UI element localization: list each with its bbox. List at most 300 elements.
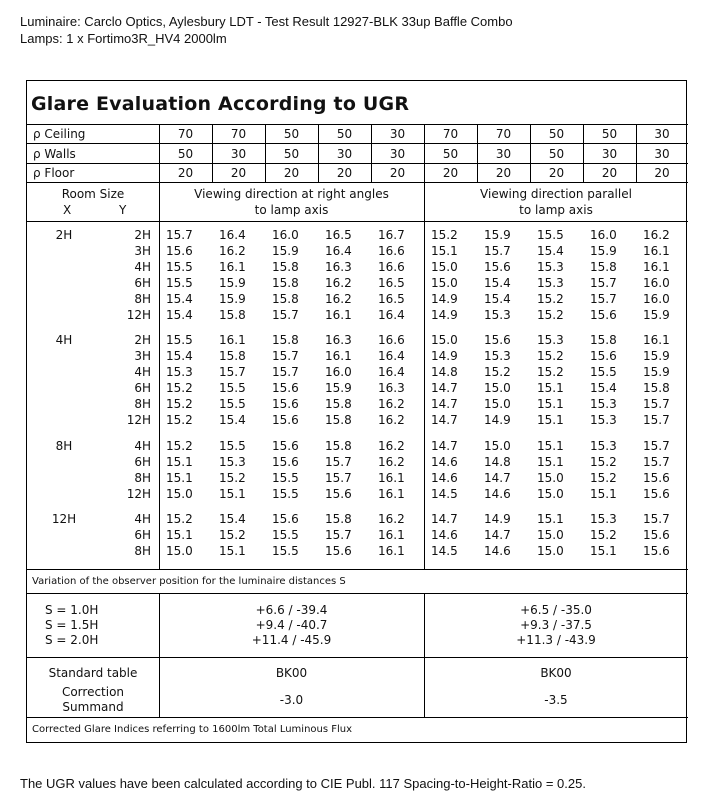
ugr-value: 16.1 bbox=[325, 307, 352, 322]
variation-s-value: S = 1.5H bbox=[45, 618, 99, 632]
ugr-value: 15.6 bbox=[643, 486, 670, 501]
ugr-value: 15.8 bbox=[325, 438, 352, 453]
ugr-value: 15.2 bbox=[219, 470, 246, 485]
room-size-x-label: X bbox=[63, 203, 72, 217]
reflectance-value: 20 bbox=[336, 166, 353, 180]
ugr-value: 15.9 bbox=[643, 365, 670, 380]
table-title: Glare Evaluation According to UGR bbox=[31, 93, 410, 115]
ugr-value: 15.3 bbox=[590, 512, 617, 527]
ugr-value: 15.3 bbox=[484, 349, 511, 364]
ugr-value: 15.1 bbox=[166, 528, 193, 543]
ugr-value: 15.6 bbox=[272, 412, 299, 427]
ugr-value: 15.8 bbox=[325, 397, 352, 411]
ugr-value: 15.1 bbox=[537, 381, 564, 396]
ugr-value: 14.7 bbox=[484, 528, 511, 543]
ugr-value: 15.6 bbox=[590, 349, 617, 364]
reflectance-label: ρ Ceiling bbox=[33, 127, 86, 141]
reflectance-value: 70 bbox=[442, 127, 459, 141]
standard-table-parallel: BK00 bbox=[540, 666, 572, 680]
room-y-value: 8H bbox=[134, 470, 151, 485]
ugr-value: 16.0 bbox=[590, 228, 617, 242]
ugr-value: 15.6 bbox=[484, 333, 511, 348]
ugr-value: 15.4 bbox=[219, 412, 246, 427]
title-rule bbox=[27, 124, 688, 125]
ugr-value: 16.3 bbox=[325, 333, 352, 348]
reflectance-value: 50 bbox=[548, 147, 565, 161]
ugr-value: 15.4 bbox=[590, 381, 617, 396]
ugr-value: 15.0 bbox=[484, 381, 511, 396]
ugr-value: 15.4 bbox=[219, 512, 246, 527]
standard-table-label: Standard table bbox=[48, 666, 138, 680]
ugr-value: 15.4 bbox=[484, 275, 511, 290]
ugr-value: 16.1 bbox=[643, 259, 670, 274]
ugr-value: 14.8 bbox=[484, 454, 511, 469]
variation-parallel-value: +6.5 / -35.0 bbox=[520, 603, 592, 617]
correction-label: Summand bbox=[62, 700, 124, 714]
ugr-value: 15.2 bbox=[537, 307, 564, 322]
view-right-label: to lamp axis bbox=[254, 203, 329, 217]
ugr-value: 15.7 bbox=[325, 454, 352, 469]
ugr-value: 15.1 bbox=[537, 397, 564, 411]
reflectance-label: ρ Walls bbox=[33, 147, 76, 161]
correction-right: -3.0 bbox=[279, 693, 304, 707]
reflectance-value: 30 bbox=[601, 147, 618, 161]
ugr-value: 16.4 bbox=[378, 349, 405, 364]
ugr-value: 15.8 bbox=[643, 381, 670, 396]
variation-right-value: +6.6 / -39.4 bbox=[255, 603, 328, 617]
ugr-value: 15.3 bbox=[537, 275, 564, 290]
ugr-value: 15.2 bbox=[166, 397, 193, 411]
ugr-value: 15.3 bbox=[537, 259, 564, 274]
ugr-value: 15.1 bbox=[590, 486, 617, 501]
ugr-value: 14.5 bbox=[431, 544, 458, 559]
ugr-value: 15.0 bbox=[537, 486, 564, 501]
view-parallel-label: to lamp axis bbox=[519, 203, 593, 217]
ugr-value: 16.3 bbox=[378, 381, 405, 396]
room-y-value: 3H bbox=[134, 243, 151, 258]
ugr-value: 15.8 bbox=[272, 275, 299, 290]
ugr-value: 15.0 bbox=[537, 544, 564, 559]
ugr-value: 15.6 bbox=[590, 307, 617, 322]
ugr-value: 15.3 bbox=[590, 438, 617, 453]
ugr-value: 14.9 bbox=[431, 307, 458, 322]
ugr-value: 15.6 bbox=[643, 544, 670, 559]
column-rule bbox=[424, 124, 425, 183]
ugr-value: 15.6 bbox=[325, 486, 352, 501]
ugr-value: 15.5 bbox=[219, 381, 246, 396]
ugr-value: 15.0 bbox=[484, 397, 511, 411]
ugr-value: 16.2 bbox=[378, 412, 405, 427]
ugr-value: 15.5 bbox=[166, 259, 193, 274]
ugr-value: 15.7 bbox=[272, 365, 299, 380]
reflectance-value: 30 bbox=[495, 147, 512, 161]
ugr-value: 15.0 bbox=[431, 259, 458, 274]
ugr-value: 15.8 bbox=[272, 259, 299, 274]
room-y-value: 4H bbox=[134, 259, 151, 274]
room-y-value: 12H bbox=[126, 486, 151, 501]
reflectance-value: 20 bbox=[177, 166, 194, 180]
ugr-value: 16.6 bbox=[378, 259, 405, 274]
ugr-value: 15.5 bbox=[219, 438, 246, 453]
ugr-value: 16.2 bbox=[325, 275, 352, 290]
ugr-value: 16.1 bbox=[325, 349, 352, 364]
reflectance-value: 20 bbox=[283, 166, 300, 180]
ugr-value: 15.1 bbox=[219, 486, 246, 501]
ugr-value: 16.5 bbox=[378, 275, 405, 290]
room-y-value: 4H bbox=[134, 365, 151, 380]
view-right-label: Viewing direction at right angles bbox=[194, 187, 389, 201]
ugr-value: 15.2 bbox=[166, 512, 193, 527]
column-rule bbox=[212, 124, 213, 183]
room-y-value: 6H bbox=[134, 528, 151, 543]
luminaire-header bbox=[20, 13, 513, 47]
reflectance-value: 50 bbox=[283, 147, 300, 161]
ugr-value: 15.9 bbox=[590, 243, 617, 258]
ugr-value: 16.5 bbox=[325, 228, 352, 242]
ugr-value: 16.2 bbox=[378, 397, 405, 411]
ugr-value: 14.8 bbox=[431, 365, 458, 380]
reflectance-value: 50 bbox=[548, 127, 565, 141]
ugr-value: 15.1 bbox=[166, 470, 193, 485]
ugr-value: 16.4 bbox=[378, 307, 405, 322]
ugr-value: 14.7 bbox=[431, 512, 458, 527]
correction-label: Correction bbox=[61, 685, 125, 699]
mid-divider bbox=[424, 593, 425, 717]
lamps-line: Lamps: 1 x Fortimo3R_HV4 2000lm bbox=[20, 31, 227, 46]
ugr-value: 16.6 bbox=[378, 333, 405, 348]
ugr-value: 15.7 bbox=[166, 228, 193, 242]
room-y-value: 6H bbox=[134, 275, 151, 290]
ugr-value: 15.6 bbox=[166, 243, 193, 258]
ugr-value: 15.2 bbox=[590, 528, 617, 543]
reflectance-value: 30 bbox=[654, 147, 670, 161]
room-y-value: 4H bbox=[134, 438, 151, 453]
ugr-value: 15.9 bbox=[643, 349, 670, 364]
ugr-value: 15.8 bbox=[325, 412, 352, 427]
ugr-value: 15.2 bbox=[537, 365, 564, 380]
ugr-value: 15.4 bbox=[166, 291, 193, 306]
correction-parallel: -3.5 bbox=[544, 693, 568, 707]
column-rule bbox=[159, 124, 160, 183]
ugr-value: 16.4 bbox=[378, 365, 405, 380]
room-size-label: Room Size bbox=[61, 187, 125, 201]
mid-divider bbox=[424, 183, 425, 569]
ugr-value: 16.5 bbox=[378, 291, 405, 306]
room-x-value: 2H bbox=[55, 228, 73, 242]
ugr-value: 15.1 bbox=[219, 544, 246, 559]
ugr-value: 14.9 bbox=[431, 349, 458, 364]
reflectance-value: 30 bbox=[389, 127, 406, 141]
column-rule bbox=[530, 124, 531, 183]
ugr-value: 15.6 bbox=[272, 438, 299, 453]
ugr-value: 14.7 bbox=[431, 438, 458, 453]
ugr-value: 15.3 bbox=[219, 454, 246, 469]
ugr-value: 15.6 bbox=[272, 381, 299, 396]
ugr-value: 16.0 bbox=[325, 365, 352, 380]
ugr-value: 15.7 bbox=[643, 397, 670, 411]
reflectance-value: 30 bbox=[389, 147, 406, 161]
room-y-value: 6H bbox=[134, 454, 151, 469]
ugr-value: 16.4 bbox=[219, 228, 246, 242]
reflectance-value: 30 bbox=[336, 147, 353, 161]
ugr-value: 15.6 bbox=[643, 470, 670, 485]
variation-label: Variation of the observer position for the luminaire distances S bbox=[32, 576, 346, 587]
room-y-value: 12H bbox=[126, 307, 151, 322]
room-y-value: 12H bbox=[126, 412, 151, 427]
ugr-value: 15.0 bbox=[537, 470, 564, 485]
reflectance-value: 30 bbox=[230, 147, 247, 161]
ugr-value: 16.3 bbox=[325, 259, 352, 274]
reflectance-value: 50 bbox=[177, 147, 194, 161]
row-rule bbox=[27, 143, 688, 144]
ugr-value: 15.2 bbox=[590, 470, 617, 485]
ugr-value: 15.7 bbox=[219, 365, 246, 380]
column-rule bbox=[583, 124, 584, 183]
room-size-y-label: Y bbox=[119, 203, 127, 217]
reflectance-value: 70 bbox=[230, 127, 247, 141]
note-rule bbox=[27, 717, 688, 718]
ugr-value: 16.1 bbox=[378, 528, 405, 543]
room-y-value: 2H bbox=[134, 333, 151, 348]
ugr-value: 14.9 bbox=[484, 412, 511, 427]
ugr-value: 15.6 bbox=[484, 259, 511, 274]
ugr-value: 15.6 bbox=[272, 397, 299, 411]
ugr-value: 15.7 bbox=[590, 275, 617, 290]
ugr-value: 14.7 bbox=[431, 381, 458, 396]
ugr-value: 15.4 bbox=[166, 307, 193, 322]
ugr-value: 15.0 bbox=[166, 486, 193, 501]
ugr-value: 15.0 bbox=[484, 438, 511, 453]
ugr-value: 14.7 bbox=[484, 470, 511, 485]
ugr-value: 15.9 bbox=[643, 307, 670, 322]
variation-s-value: S = 1.0H bbox=[45, 603, 99, 617]
ugr-value: 15.2 bbox=[166, 381, 193, 396]
ugr-value: 15.9 bbox=[219, 291, 246, 306]
ugr-value: 15.5 bbox=[272, 486, 299, 501]
ugr-value: 16.0 bbox=[643, 275, 670, 290]
ugr-value: 16.1 bbox=[643, 243, 670, 258]
ugr-value: 15.4 bbox=[166, 349, 193, 364]
reflectance-value: 50 bbox=[442, 147, 459, 161]
ugr-value: 16.2 bbox=[643, 228, 670, 242]
ugr-value: 16.1 bbox=[378, 544, 405, 559]
ugr-value: 15.8 bbox=[590, 333, 617, 348]
ugr-value: 14.6 bbox=[431, 528, 458, 543]
column-rule bbox=[265, 124, 266, 183]
ugr-value: 15.9 bbox=[484, 228, 511, 242]
ugr-value: 16.6 bbox=[378, 243, 405, 258]
ugr-value: 15.8 bbox=[272, 333, 299, 348]
ugr-value: 14.7 bbox=[431, 397, 458, 411]
ugr-value: 15.6 bbox=[643, 528, 670, 543]
reflectance-value: 20 bbox=[495, 166, 512, 180]
variation-rule-top bbox=[27, 569, 688, 570]
ugr-value: 15.1 bbox=[537, 412, 564, 427]
reflectance-value: 30 bbox=[654, 127, 670, 141]
ugr-value: 14.7 bbox=[431, 412, 458, 427]
view-parallel-label: Viewing direction parallel bbox=[480, 187, 632, 201]
ugr-value: 15.8 bbox=[325, 512, 352, 527]
ugr-value: 15.0 bbox=[537, 528, 564, 543]
reflectance-value: 20 bbox=[548, 166, 565, 180]
reflectance-value: 70 bbox=[177, 127, 194, 141]
variation-s-value: S = 2.0H bbox=[45, 633, 99, 647]
ugr-value: 16.0 bbox=[643, 291, 670, 306]
ugr-value: 15.8 bbox=[219, 307, 246, 322]
room-x-value: 8H bbox=[55, 438, 73, 453]
reflectance-value: 50 bbox=[283, 127, 300, 141]
ugr-value: 15.8 bbox=[219, 349, 246, 364]
ugr-value: 15.3 bbox=[484, 307, 511, 322]
ugr-value: 15.6 bbox=[272, 512, 299, 527]
ugr-value: 15.7 bbox=[643, 454, 670, 469]
ugr-value: 16.1 bbox=[219, 259, 246, 274]
ugr-value: 15.5 bbox=[590, 365, 617, 380]
ugr-value: 14.6 bbox=[431, 454, 458, 469]
ugr-value: 15.8 bbox=[590, 259, 617, 274]
ugr-value: 15.2 bbox=[590, 454, 617, 469]
ugr-value: 15.2 bbox=[166, 412, 193, 427]
column-rule bbox=[477, 124, 478, 183]
ugr-value: 15.0 bbox=[431, 333, 458, 348]
standard-table-right: BK00 bbox=[275, 666, 308, 680]
ugr-value: 14.6 bbox=[431, 470, 458, 485]
ugr-value: 15.7 bbox=[272, 307, 299, 322]
ugr-value: 16.0 bbox=[272, 228, 299, 242]
header-rule bbox=[27, 221, 688, 222]
room-y-value: 8H bbox=[134, 544, 151, 559]
ugr-value: 15.2 bbox=[219, 528, 246, 543]
reflectance-value: 50 bbox=[336, 127, 353, 141]
reflectance-value: 20 bbox=[654, 166, 670, 180]
ugr-value: 16.2 bbox=[378, 438, 405, 453]
ugr-value: 15.7 bbox=[590, 291, 617, 306]
ugr-value: 15.3 bbox=[590, 397, 617, 411]
room-y-value: 8H bbox=[134, 291, 151, 306]
ugr-value: 14.9 bbox=[484, 512, 511, 527]
ugr-value: 15.7 bbox=[643, 512, 670, 527]
variation-right-value: +11.4 / -45.9 bbox=[251, 633, 332, 647]
ugr-value: 15.7 bbox=[643, 438, 670, 453]
room-y-value: 8H bbox=[134, 397, 151, 411]
footer-note: The UGR values have been calculated according to CIE Publ. 117 Spacing-to-Height-Ratio = 0.25. bbox=[20, 776, 586, 791]
ugr-value: 15.5 bbox=[272, 544, 299, 559]
column-rule bbox=[636, 124, 637, 183]
reflectance-label: ρ Floor bbox=[33, 166, 75, 180]
ugr-value: 15.1 bbox=[537, 454, 564, 469]
ugr-value: 16.2 bbox=[378, 454, 405, 469]
variation-parallel-value: +9.3 / -37.5 bbox=[520, 618, 592, 632]
ugr-table bbox=[26, 80, 687, 743]
luminaire-line: Luminaire: Carclo Optics, Aylesbury LDT - Test Result 12927-BLK 33up Baffle Combo bbox=[20, 14, 513, 29]
ugr-value: 16.1 bbox=[378, 486, 405, 501]
ugr-value: 15.4 bbox=[537, 243, 564, 258]
ugr-value: 16.2 bbox=[325, 291, 352, 306]
ugr-value: 15.7 bbox=[272, 349, 299, 364]
left-divider bbox=[159, 183, 160, 569]
reflectance-value: 20 bbox=[442, 166, 459, 180]
ugr-value: 15.1 bbox=[431, 243, 458, 258]
ugr-value: 15.2 bbox=[484, 365, 511, 380]
std-rule bbox=[27, 657, 688, 658]
reflectance-value: 50 bbox=[601, 127, 618, 141]
ugr-value: 15.2 bbox=[431, 228, 458, 242]
ugr-value: 14.5 bbox=[431, 486, 458, 501]
row-rule bbox=[27, 163, 688, 164]
ugr-value: 16.4 bbox=[325, 243, 352, 258]
ugr-value: 15.1 bbox=[537, 512, 564, 527]
ugr-value: 15.5 bbox=[166, 275, 193, 290]
ugr-value: 16.7 bbox=[378, 228, 405, 242]
reflectance-value: 20 bbox=[389, 166, 406, 180]
ugr-value: 15.2 bbox=[166, 438, 193, 453]
ugr-value: 15.7 bbox=[325, 470, 352, 485]
ugr-value: 15.0 bbox=[166, 544, 193, 559]
room-y-value: 6H bbox=[134, 381, 151, 396]
reflectance-value: 20 bbox=[230, 166, 247, 180]
ugr-value: 15.0 bbox=[431, 275, 458, 290]
ugr-value: 15.5 bbox=[537, 228, 564, 242]
room-x-value: 4H bbox=[55, 333, 73, 348]
left-divider bbox=[159, 593, 160, 717]
ugr-value: 14.9 bbox=[431, 291, 458, 306]
ugr-value: 15.4 bbox=[484, 291, 511, 306]
reflectance-value: 20 bbox=[601, 166, 618, 180]
ugr-value: 15.9 bbox=[219, 275, 246, 290]
ugr-value: 15.9 bbox=[272, 243, 299, 258]
ugr-value: 15.3 bbox=[537, 333, 564, 348]
ugr-value: 15.1 bbox=[537, 438, 564, 453]
ugr-value: 15.2 bbox=[537, 349, 564, 364]
ugr-value: 15.2 bbox=[537, 291, 564, 306]
variation-right-value: +9.4 / -40.7 bbox=[255, 618, 328, 632]
column-rule bbox=[371, 124, 372, 183]
corrected-note: Corrected Glare Indices referring to 1600lm Total Luminous Flux bbox=[32, 724, 353, 735]
ugr-value: 15.5 bbox=[219, 397, 246, 411]
ugr-value: 15.1 bbox=[166, 454, 193, 469]
ugr-value: 15.5 bbox=[272, 528, 299, 543]
ugr-value: 16.2 bbox=[219, 243, 246, 258]
column-rule bbox=[318, 124, 319, 183]
ugr-value: 15.7 bbox=[484, 243, 511, 258]
ugr-value: 15.9 bbox=[325, 381, 352, 396]
room-x-value: 12H bbox=[51, 512, 77, 527]
variation-rule bbox=[27, 593, 688, 594]
room-y-value: 2H bbox=[134, 228, 151, 242]
ugr-value: 16.1 bbox=[378, 470, 405, 485]
ugr-value: 15.5 bbox=[166, 333, 193, 348]
ugr-value: 14.6 bbox=[484, 486, 511, 501]
ugr-value: 15.3 bbox=[166, 365, 193, 380]
reflectance-value: 70 bbox=[495, 127, 512, 141]
room-y-value: 4H bbox=[134, 512, 151, 527]
ugr-value: 15.5 bbox=[272, 470, 299, 485]
ugr-value: 15.6 bbox=[272, 454, 299, 469]
ugr-value: 16.2 bbox=[378, 512, 405, 527]
variation-parallel-value: +11.3 / -43.9 bbox=[516, 633, 596, 647]
room-y-value: 3H bbox=[134, 349, 151, 364]
ugr-value: 15.3 bbox=[590, 412, 617, 427]
ugr-value: 14.6 bbox=[484, 544, 511, 559]
ugr-value: 16.1 bbox=[643, 333, 670, 348]
ugr-value: 15.6 bbox=[325, 544, 352, 559]
ugr-value: 15.7 bbox=[325, 528, 352, 543]
ugr-value: 15.7 bbox=[643, 412, 670, 427]
ugr-value: 15.1 bbox=[590, 544, 617, 559]
ugr-value: 15.8 bbox=[272, 291, 299, 306]
ugr-value: 16.1 bbox=[219, 333, 246, 348]
row-rule bbox=[27, 182, 688, 183]
